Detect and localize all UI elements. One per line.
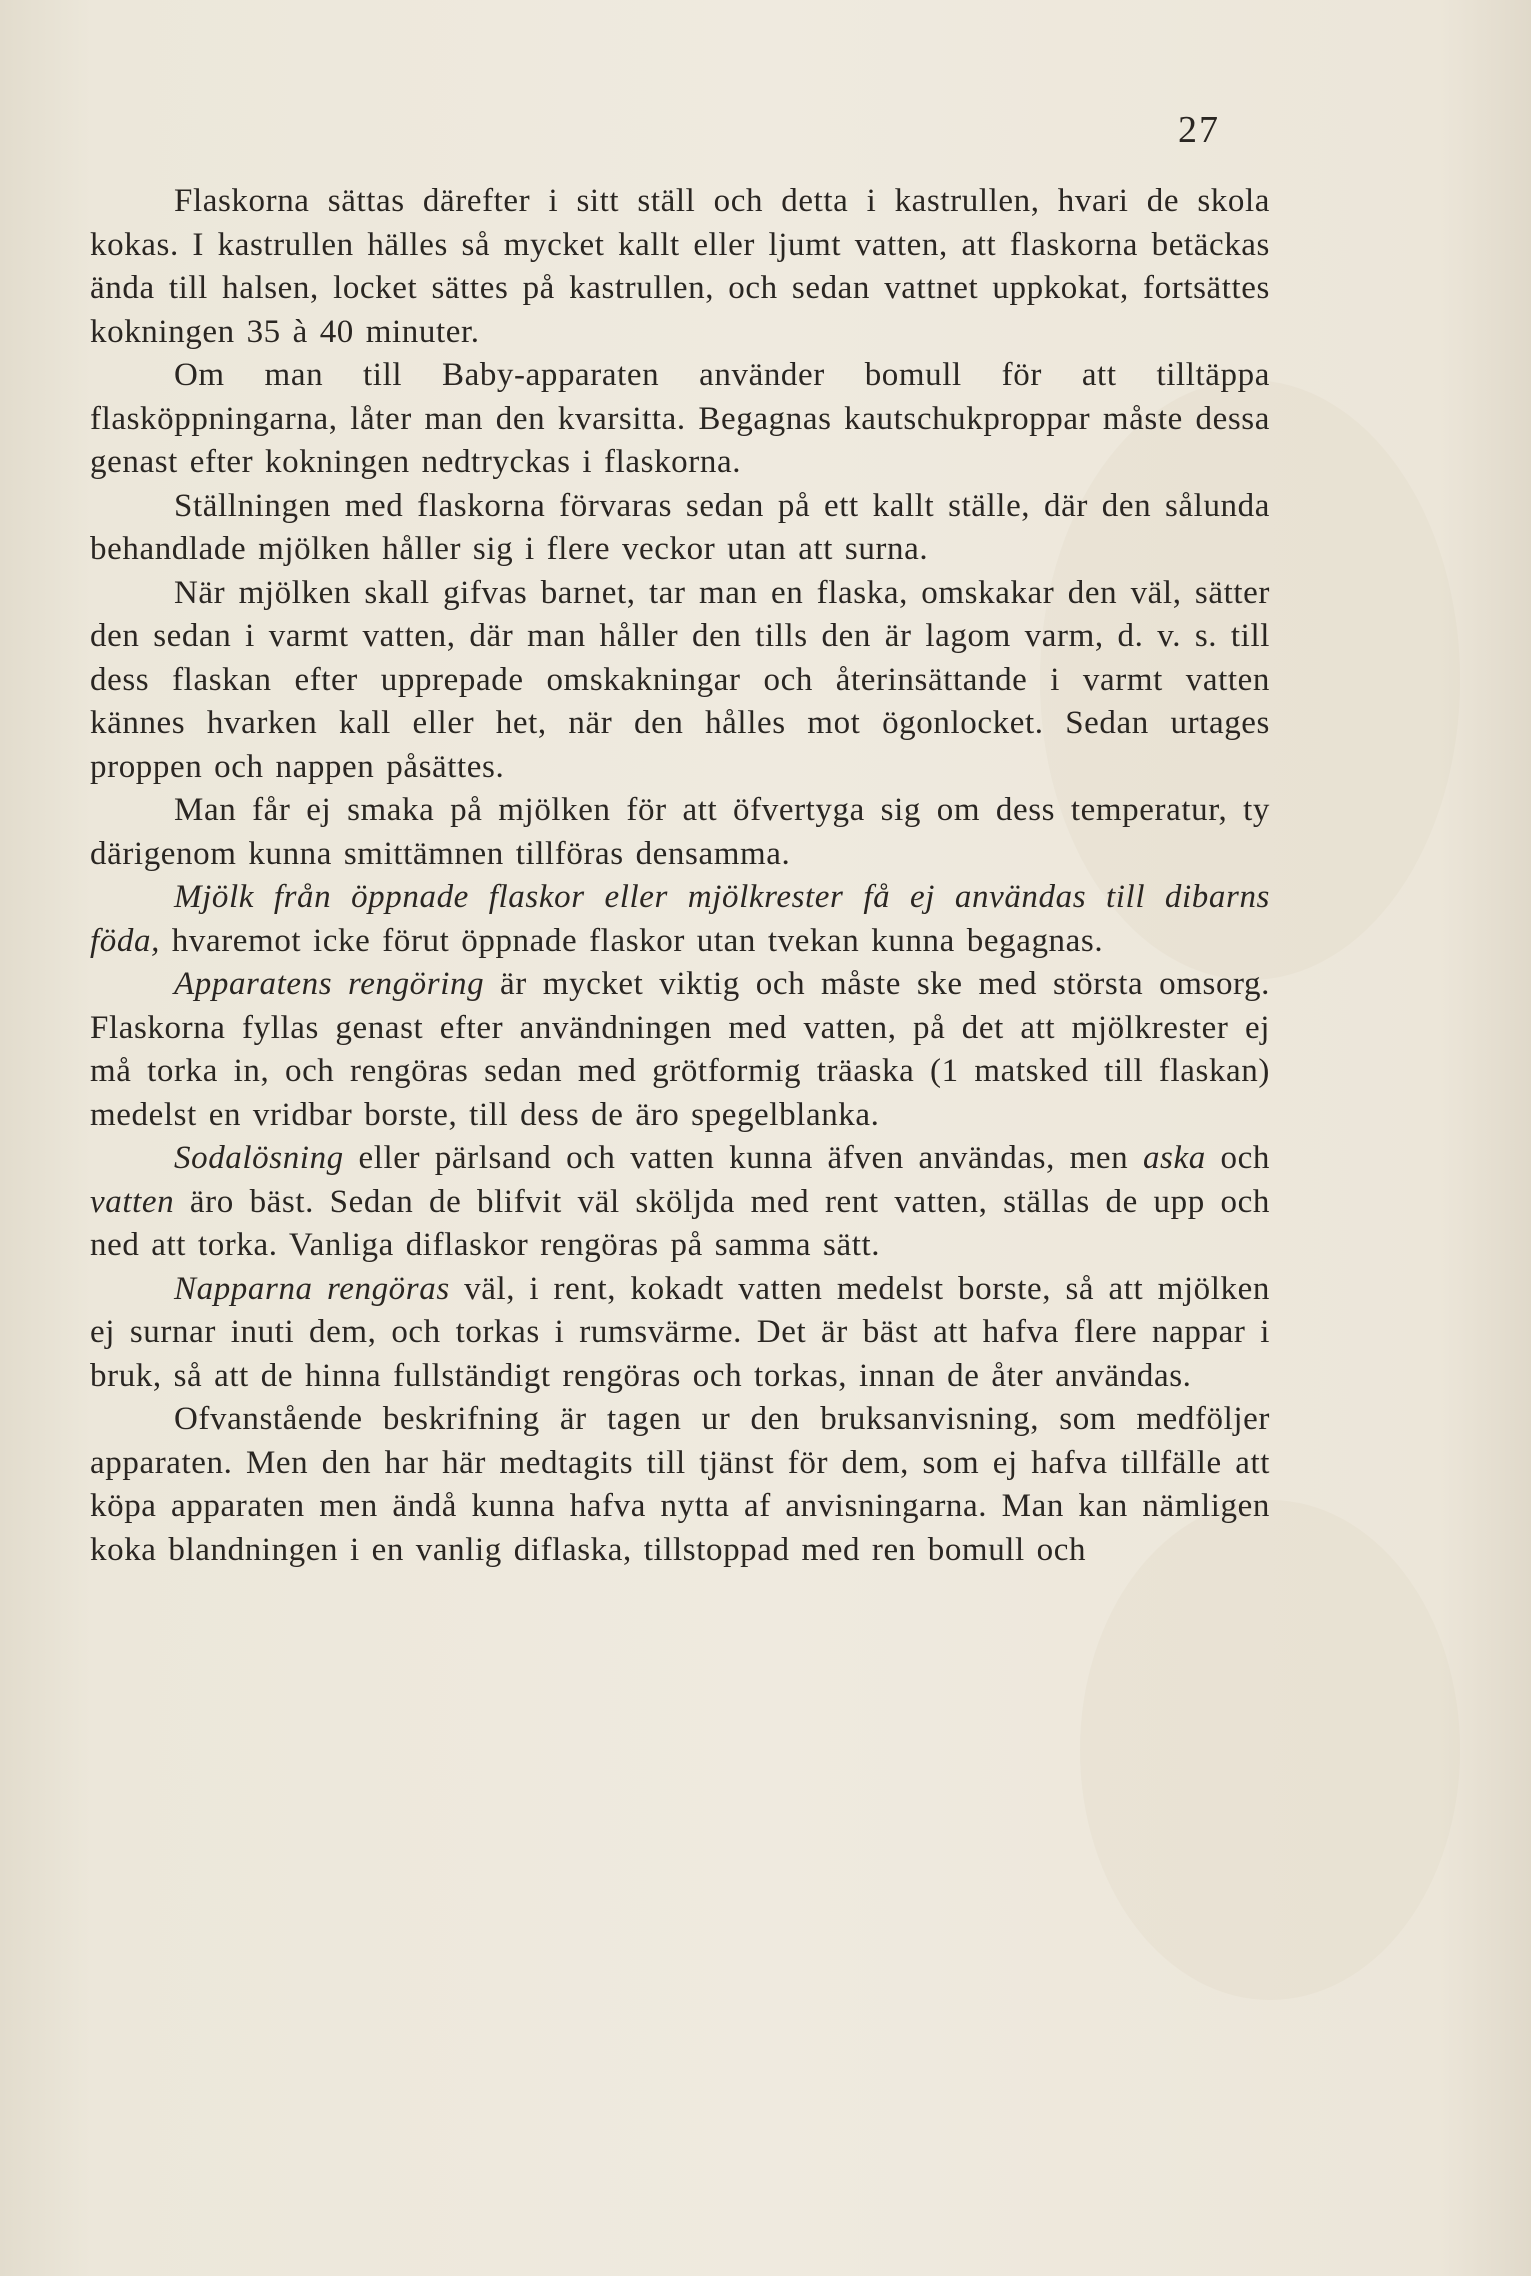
text-span: Ofvanstående beskrifning är tagen ur den bruksanvisning, som medföljer apparaten. Men den har här medtagits till tjänst för dem, som ej hafva tillfälle att köpa apparaten men ändå kunna hafva nytta af anvisningarna. Man kan nämligen koka blandningen i en vanlig diflaska, tillstoppad med ren bomull och (90, 1401, 1270, 1568)
text-span: Ställningen med flaskorna förvaras sedan på ett kallt ställe, där den sålunda behandlade mjölken håller sig i flere veckor utan att surna. (90, 487, 1270, 567)
paragraph (90, 1137, 1270, 1268)
body-text (90, 180, 1270, 1572)
paragraph (90, 963, 1270, 1137)
italic-text: Mjölk från öppnade flaskor eller mjölkrester få ej användas till dibarns föda, (90, 879, 1270, 959)
paragraph (90, 1398, 1270, 1572)
italic-text: Sodalösning (174, 1140, 344, 1176)
text-span: äro bäst. Sedan de blifvit väl sköljda med rent vatten, ställas de upp och ned att torka. Vanliga diflaskor rengöras på samma sätt. (90, 1183, 1270, 1263)
paragraph (90, 789, 1270, 876)
paragraph (90, 485, 1270, 572)
text-span: hvaremot icke förut öppnade flaskor utan tvekan kunna begagnas. (159, 922, 1104, 959)
italic-text: Apparatens rengöring (174, 966, 485, 1002)
italic-text: aska (1142, 1140, 1206, 1176)
text-span: Flaskorna sättas därefter i sitt ställ och detta i kastrullen, hvari de skola kokas. I kastrullen hälles så mycket kallt eller ljumt vatten, att flaskorna betäckas ända till halsen, locket sättes på kastrullen, och sedan vattnet uppkokat, fortsättes kokningen 35 à 40 minuter. (90, 183, 1270, 350)
paragraph (90, 180, 1270, 354)
text-span: eller pärlsand och vatten kunna äfven användas, men (343, 1140, 1143, 1176)
italic-text: Napparna rengöras (174, 1270, 450, 1307)
paper-stain (1080, 1500, 1460, 2000)
paragraph (90, 1268, 1270, 1399)
text-span: väl, i rent, kokadt vatten medelst borste, så att mjölken ej surnar inuti dem, och torkas i rumsvärme. Det är bäst att hafva flere nappar i bruk, så att de hinna fullständigt rengöras och torkas, innan de åter användas. (90, 1270, 1270, 1394)
text-span: Man får ej smaka på mjölken för att öfvertyga sig om dess temperatur, ty därigenom kunna smittämnen tillföras densamma. (90, 792, 1270, 872)
text-span: är mycket viktig och måste ske med största omsorg. Flaskorna fyllas genast efter användningen med vatten, på det att mjölkrester ej må torka in, och rengöras sedan med grötformig träaska (1 matsked till flaskan) medelst en vridbar borste, till dess de äro spegelblanka. (90, 966, 1271, 1133)
page-number: 27 (1178, 109, 1220, 151)
paragraph (90, 876, 1270, 963)
text-span: Om man till Baby-apparaten använder bomull för att tilltäppa flasköppningarna, låter man den kvarsitta. Begagnas kautschukproppar måste dessa genast efter kokningen nedtryckas i flaskorna. (90, 357, 1270, 480)
paragraph (90, 354, 1270, 485)
paragraph (90, 572, 1270, 790)
text-span: När mjölken skall gifvas barnet, tar man en flaska, omskakar den väl, sätter den sedan i varmt vatten, där man håller den tills den är lagom varm, d. v. s. till dess flaskan efter upprepade omskakningar och återinsättande i varmt vatten kännes hvarken kall eller het, när den hålles mot ögonlocket. Sedan urtages proppen och nappen påsättes. (90, 574, 1270, 785)
italic-text: vatten (90, 1183, 175, 1220)
text-span: och (1205, 1140, 1270, 1176)
